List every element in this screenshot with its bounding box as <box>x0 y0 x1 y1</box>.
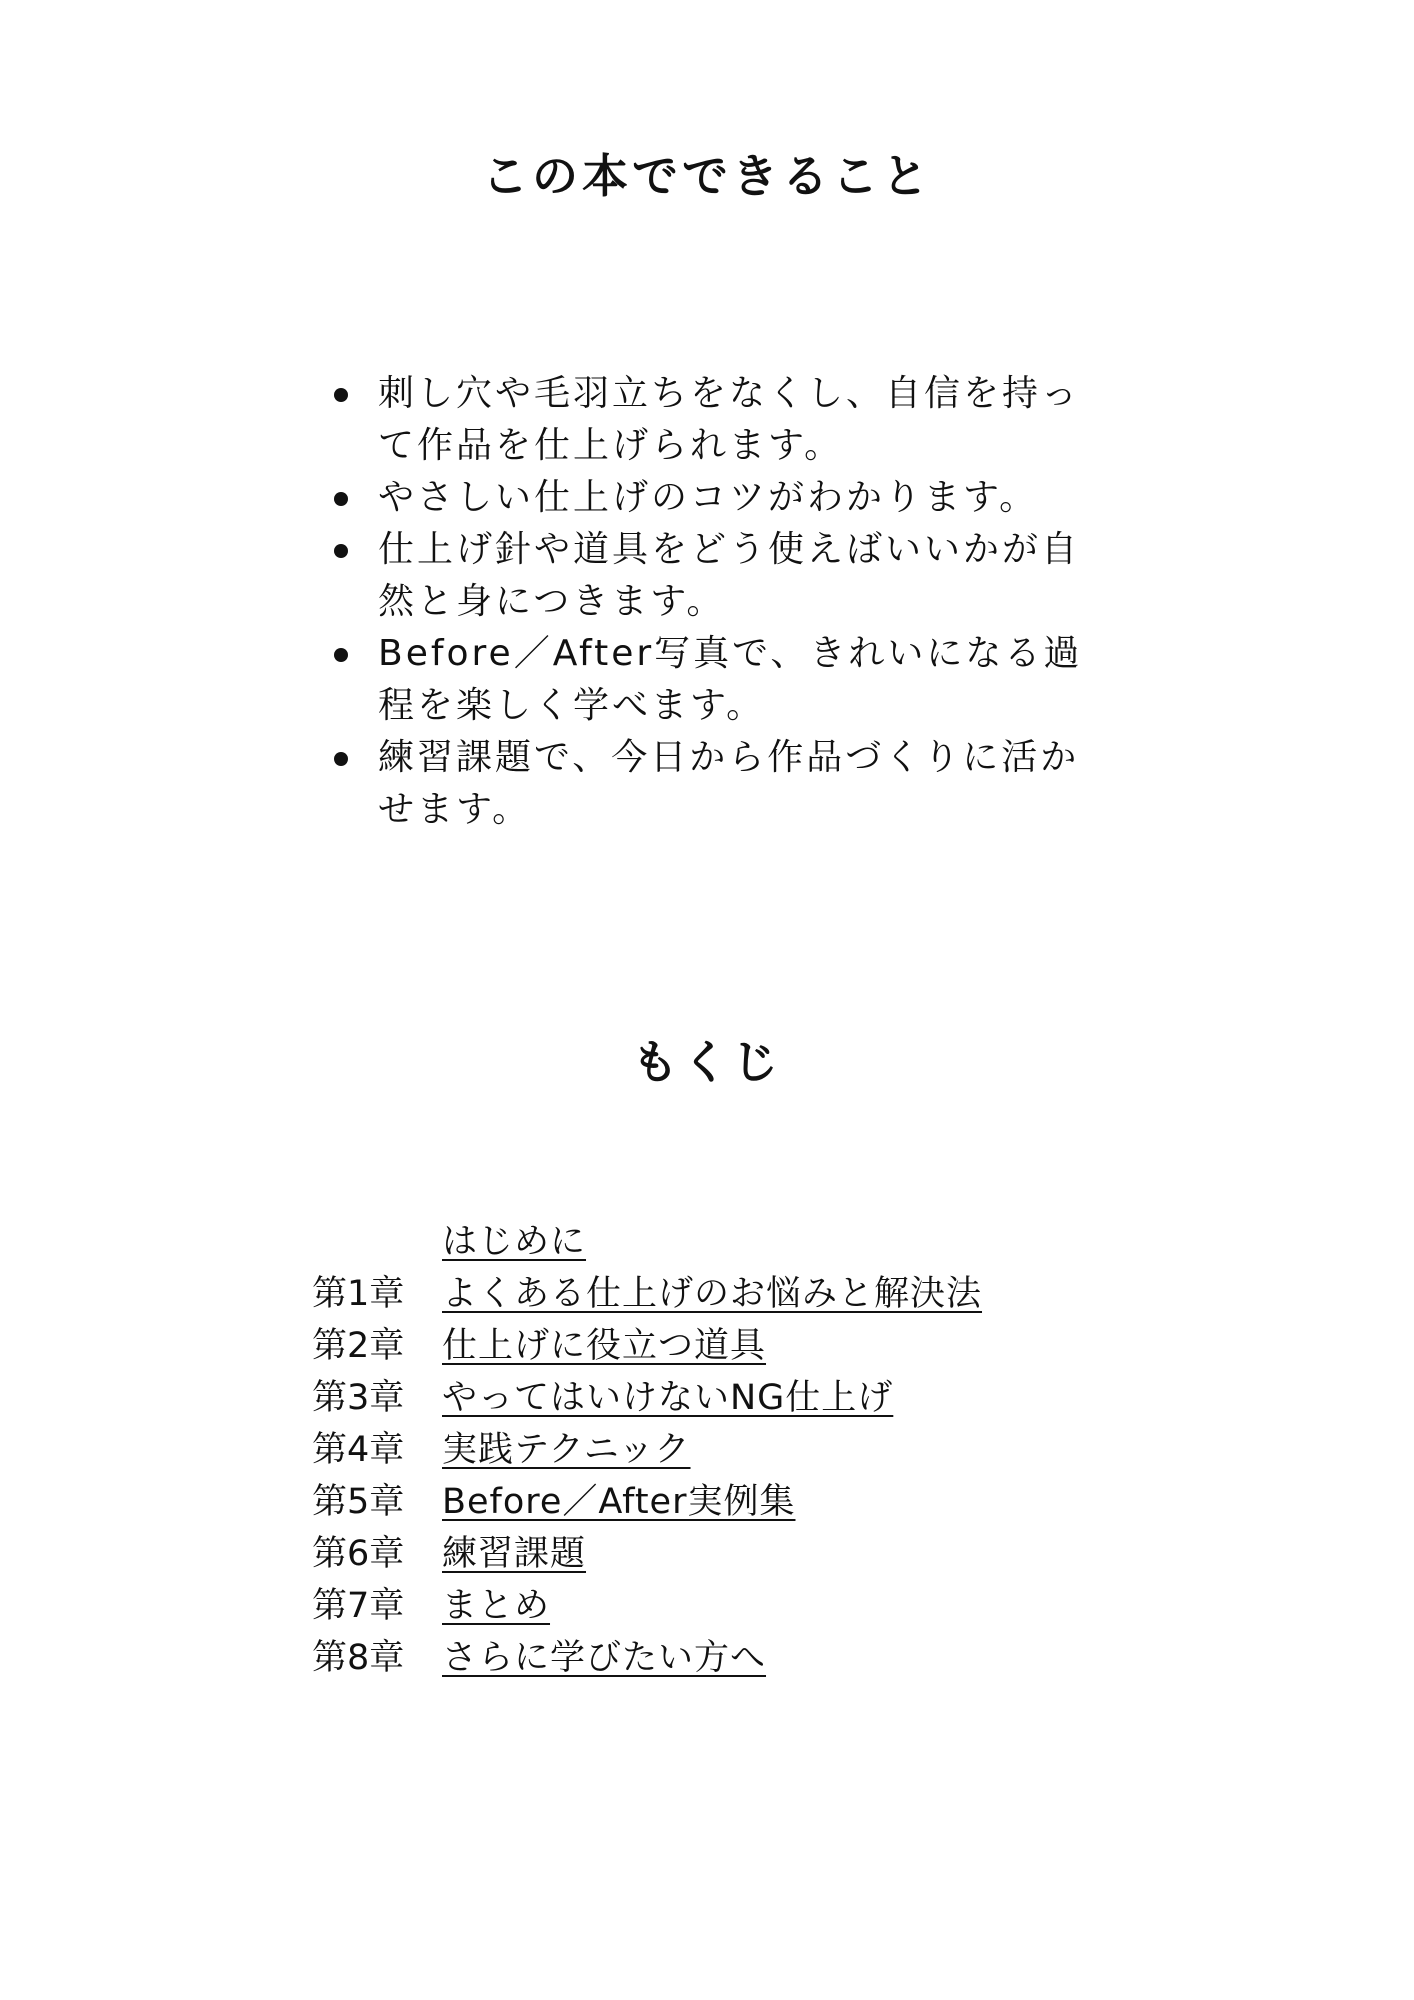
list-item <box>330 472 1110 524</box>
toc-entry-chapter-4 <box>312 1424 1212 1476</box>
feature-text: Before／After写真で、きれいになる過程を楽しく学べます。 <box>378 633 1083 726</box>
toc-link[interactable]: はじめに <box>442 1222 587 1262</box>
toc-chapter-number: 第5章 <box>312 1482 405 1522</box>
toc-entry-chapter-2 <box>312 1320 1212 1372</box>
feature-list <box>330 368 1110 836</box>
toc-entry-chapter-7 <box>312 1580 1212 1632</box>
feature-text: やさしい仕上げのコツがわかります。 <box>378 477 1039 518</box>
toc-link[interactable]: Before／After実例集 <box>442 1482 796 1522</box>
list-item <box>330 732 1110 836</box>
list-item <box>330 628 1110 732</box>
toc-chapter-number: 第7章 <box>312 1586 405 1626</box>
toc-link[interactable]: まとめ <box>442 1586 551 1626</box>
table-of-contents <box>312 1216 1212 1684</box>
toc-chapter-number: 第6章 <box>312 1534 405 1574</box>
toc-entry-chapter-1 <box>312 1268 1212 1320</box>
bullet-icon <box>334 544 348 558</box>
toc-link[interactable]: さらに学びたい方へ <box>442 1638 767 1678</box>
toc-link[interactable]: よくある仕上げのお悩みと解決法 <box>442 1274 983 1314</box>
toc-chapter-number: 第2章 <box>312 1326 405 1366</box>
toc-chapter-number: 第8章 <box>312 1638 405 1678</box>
feature-text: 仕上げ針や道具をどう使えばいいかが自然と身につきます。 <box>378 529 1081 622</box>
toc-entry-chapter-8 <box>312 1632 1212 1684</box>
toc-entry-chapter-5 <box>312 1476 1212 1528</box>
toc-link[interactable]: やってはいけないNG仕上げ <box>442 1378 894 1418</box>
bullet-icon <box>334 752 348 766</box>
toc-entry-chapter-6 <box>312 1528 1212 1580</box>
toc-entry-chapter-3 <box>312 1372 1212 1424</box>
toc-chapter-number: 第3章 <box>312 1378 405 1418</box>
toc-title: もくじ <box>632 1035 782 1089</box>
toc-chapter-number: 第4章 <box>312 1430 405 1470</box>
toc-entry-intro <box>312 1216 1212 1268</box>
feature-text: 刺し穴や毛羽立ちをなくし、自信を持って作品を仕上げられます。 <box>378 373 1081 466</box>
bullet-icon <box>334 648 348 662</box>
toc-chapter-number: 第1章 <box>312 1274 405 1314</box>
toc-link[interactable]: 練習課題 <box>442 1534 587 1574</box>
toc-link[interactable]: 実践テクニック <box>442 1430 691 1470</box>
toc-link[interactable]: 仕上げに役立つ道具 <box>442 1326 767 1366</box>
list-item <box>330 524 1110 628</box>
page-title: この本でできること <box>482 149 932 203</box>
bullet-icon <box>334 492 348 506</box>
feature-text: 練習課題で、今日から作品づくりに活かせます。 <box>378 737 1080 830</box>
list-item <box>330 368 1110 472</box>
bullet-icon <box>334 388 348 402</box>
